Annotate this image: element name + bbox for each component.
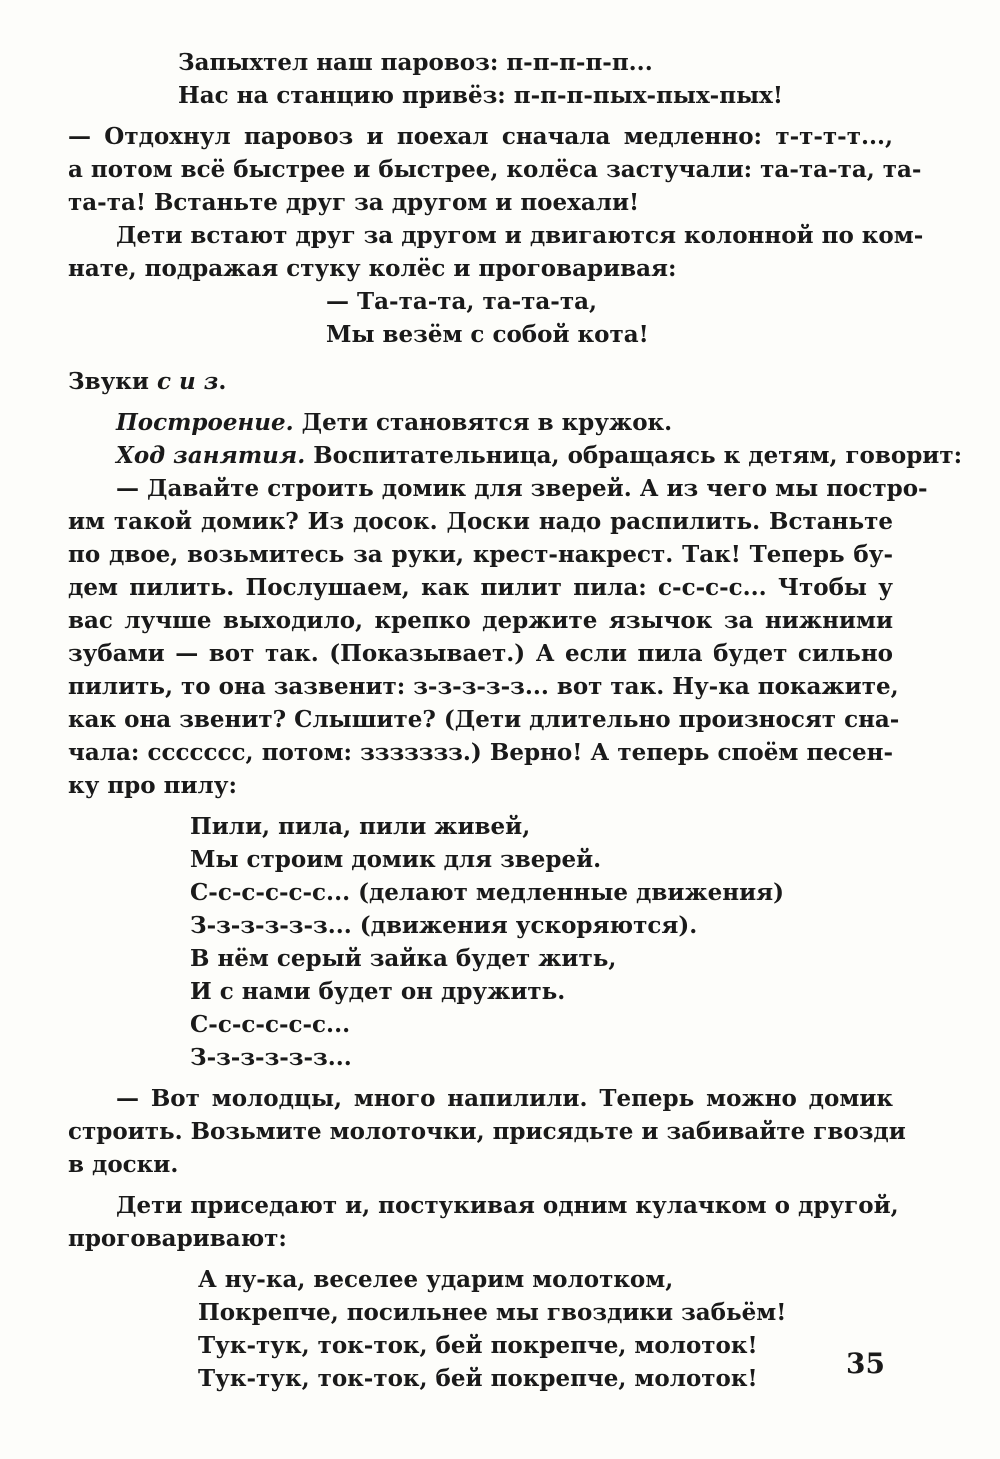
poem-line: В нём серый зайка будет жить,	[190, 945, 617, 972]
hammer-poem	[68, 1263, 893, 1395]
text-line: — Отдохнул паровоз и поехал сначала медленно: т-т-т-т...,	[68, 123, 893, 150]
text-line: та-та! Встаньте друг за другом и поехали!	[68, 189, 640, 216]
text-line: строить. Возьмите молоточки, присядьте и забивайте гвозди	[68, 1118, 906, 1145]
poem-line: И с нами будет он дружить.	[190, 978, 566, 1005]
poem-line: С-с-с-с-с-с... (делают медленные движения)	[190, 879, 785, 906]
text-line: а потом всё быстрее и быстрее, колёса застучали: та-та-та, та-	[68, 156, 922, 183]
saw-poem	[68, 810, 893, 1074]
construction-label: Построение.	[116, 409, 294, 436]
construction-line	[68, 406, 893, 439]
text-line: дем пилить. Послушаем, как пилит пила: с-с-с-с... Чтобы у	[68, 574, 893, 601]
section-heading	[68, 365, 893, 398]
paragraph-squat	[68, 1189, 899, 1255]
train-poem	[68, 285, 893, 351]
text-line: как она звенит? Слышите? (Дети длительно произносят сна-	[68, 706, 900, 733]
lesson-flow-label: Ход занятия.	[116, 442, 306, 469]
text-line: — Давайте строить домик для зверей. А из чего мы постро-	[116, 475, 928, 502]
lesson-flow-text: Воспитательница, обращаясь к детям, говорит:	[305, 442, 963, 469]
poem-line: Тук-тук, ток-ток, бей покрепче, молоток!	[198, 1365, 758, 1392]
text-line: вас лучше выходило, крепко держите язычок за нижними	[68, 607, 893, 634]
section-title-letters: с и з	[156, 368, 219, 395]
poem-line: — Та-та-та, та-та-та,	[326, 288, 598, 315]
poem-line: Тук-тук, ток-ток, бей покрепче, молоток!	[198, 1332, 758, 1359]
paragraph-hammer	[68, 1082, 906, 1181]
poem-line: Нас на станцию привёз: п-п-п-пых-пых-пых!	[178, 82, 783, 109]
poem-line: З-з-з-з-з-з... (движения ускоряются).	[190, 912, 698, 939]
paragraph-train	[68, 120, 922, 219]
page-body	[68, 46, 963, 1395]
text-line: по двое, возьмитесь за руки, крест-накрест. Так! Теперь бу-	[68, 541, 893, 568]
text-line: ку про пилу:	[68, 772, 237, 799]
poem-line: З-з-з-з-з-з...	[190, 1044, 352, 1071]
poem-line: Запыхтел наш паровоз: п-п-п-п-п...	[178, 49, 653, 76]
text-line: пилить, то она зазвенит: з-з-з-з-з... вот так. Ну-ка покажите,	[68, 673, 899, 700]
text-line: им такой домик? Из досок. Доски надо распилить. Встаньте	[68, 508, 893, 535]
poem-line: Пили, пила, пили живей,	[190, 813, 531, 840]
text-line: — Вот молодцы, много напилили. Теперь можно домик	[116, 1085, 893, 1112]
construction-text: Дети становятся в кружок.	[293, 409, 673, 436]
poem-line: Покрепче, посильнее мы гвоздики забьём!	[198, 1299, 787, 1326]
poem-line: Мы строим домик для зверей.	[190, 846, 602, 873]
paragraph-children-stand	[68, 219, 924, 285]
paragraph-saw	[68, 472, 928, 802]
poem-line: С-с-с-с-с-с...	[190, 1011, 351, 1038]
page-number: 35	[846, 1347, 885, 1380]
text-line: Дети встают друг за другом и двигаются колонной по ком-	[116, 222, 924, 249]
text-line: нате, подражая стуку колёс и проговаривая:	[68, 255, 677, 282]
text-line: зубами — вот так. (Показывает.) А если пила будет сильно	[68, 640, 893, 667]
text-line: проговаривают:	[68, 1225, 287, 1252]
poem-line: А ну-ка, веселее ударим молотком,	[198, 1266, 674, 1293]
text-line: в доски.	[68, 1151, 179, 1178]
section-title-prefix: Звуки	[68, 368, 157, 395]
section-title-suffix: .	[218, 368, 227, 395]
text-line: чала: ссссссс, потом: ззззззз.) Верно! А теперь споём песен-	[68, 739, 893, 766]
text-line: Дети приседают и, постукивая одним кулачком о другой,	[116, 1192, 899, 1219]
opening-poem	[68, 46, 893, 112]
poem-line: Мы везём с собой кота!	[326, 321, 649, 348]
lesson-flow-line	[68, 439, 963, 472]
